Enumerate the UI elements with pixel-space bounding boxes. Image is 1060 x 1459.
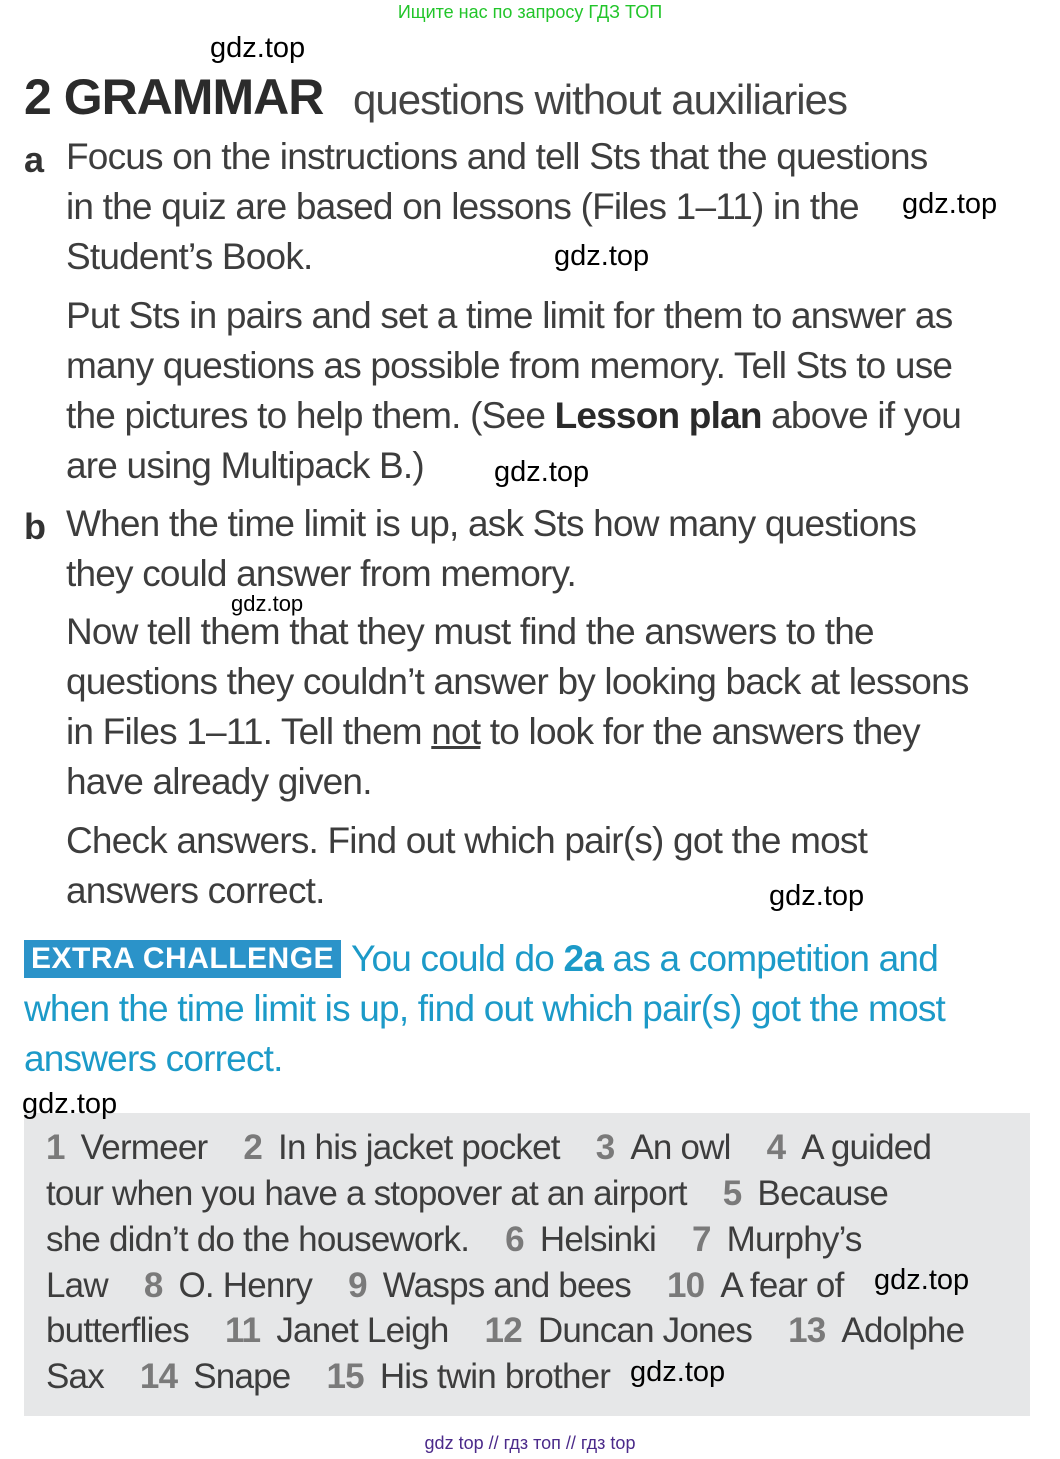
text: the pictures to help them. (See [66, 395, 555, 436]
answer-number: 10 [667, 1266, 705, 1305]
answer-text: Law [46, 1266, 108, 1305]
answer-text: A fear of [720, 1266, 844, 1305]
answer-text: Murphy’s [726, 1220, 862, 1259]
text-line: Check answers. Find out which pair(s) got the most [66, 820, 868, 861]
text-line [66, 711, 920, 753]
text: as a competition and [603, 938, 938, 979]
text: above if you [761, 395, 962, 436]
answer-number: 14 [139, 1357, 178, 1396]
answer-number: 1 [46, 1128, 65, 1167]
answer-text: she didn’t do the housework. [46, 1220, 470, 1259]
extra-challenge-text: answers correct. [24, 1038, 283, 1079]
watermark: gdz.top [769, 880, 865, 912]
top-banner: Ищите нас по запросу ГДЗ ТОП [397, 2, 663, 22]
watermark: gdz.top [630, 1356, 726, 1388]
text-line: When the time limit is up, ask Sts how many questions [66, 503, 917, 544]
answer-text: Janet Leigh [276, 1311, 449, 1350]
text-line: many questions as possible from memory. Tell Sts to use [66, 345, 953, 386]
answer-item [46, 1174, 687, 1213]
bold-text: Lesson plan [554, 395, 762, 436]
answer-item [596, 1128, 731, 1167]
answer-text: A guided [801, 1128, 932, 1167]
footer-links: gdz top // гдз топ // гдз top [424, 1433, 636, 1453]
text: to look for the answers they [480, 711, 920, 752]
answer-text: Vermeer [80, 1128, 208, 1167]
text-line: Put Sts in pairs and set a time limit for them to answer as [66, 295, 953, 336]
section-subtitle: questions without auxiliaries [353, 76, 847, 123]
answer-text: An owl [630, 1128, 731, 1167]
text-line: in the quiz are based on lessons (Files 1–11) in the [66, 186, 859, 227]
text-line: Focus on the instructions and tell Sts that the questions [66, 136, 928, 177]
answer-item [46, 1357, 104, 1396]
answer-number: 12 [484, 1311, 522, 1350]
answer-number: 7 [691, 1220, 711, 1259]
answer-item [505, 1220, 656, 1259]
answer-item [767, 1128, 932, 1167]
answer-item [348, 1266, 631, 1305]
answer-text: O. Henry [178, 1266, 313, 1305]
answer-number: 8 [143, 1266, 163, 1305]
answer-number: 11 [224, 1311, 261, 1350]
underlined-text: not [431, 711, 481, 752]
answer-item [46, 1220, 469, 1259]
answer-item [667, 1266, 844, 1305]
answer-number: 9 [348, 1266, 367, 1305]
text-line: Now tell them that they must find the answers to the [66, 611, 874, 652]
text: in Files 1–11. Tell them [66, 711, 432, 752]
answer-item [788, 1311, 964, 1350]
text-line [66, 395, 961, 437]
answer-text: Because [757, 1174, 889, 1213]
answer-line [46, 1311, 1000, 1351]
answer-text: butterflies [46, 1311, 189, 1350]
answer-item [46, 1311, 189, 1350]
text-line: are using Multipack B.) [66, 445, 424, 486]
answer-text: In his jacket pocket [278, 1128, 560, 1167]
section-a-letter: a [24, 139, 45, 180]
answer-text: Adolphe [841, 1311, 965, 1350]
text-line: Student’s Book. [66, 236, 313, 277]
answer-number: 2 [243, 1128, 263, 1167]
answer-item [485, 1311, 753, 1350]
watermark: gdz.top [494, 456, 590, 488]
answer-text: Sax [46, 1357, 104, 1396]
text-line: they could answer from memory. [66, 553, 576, 594]
answer-number: 3 [595, 1128, 615, 1167]
answer-number: 5 [722, 1174, 742, 1213]
extra-challenge-text: when the time limit is up, find out which pair(s) got the most [24, 988, 946, 1029]
answer-item [326, 1357, 610, 1396]
answer-item [692, 1220, 862, 1259]
watermark: gdz.top [231, 591, 304, 616]
answer-item [46, 1266, 108, 1305]
answer-line [46, 1266, 880, 1306]
answer-text: Helsinki [539, 1220, 656, 1259]
watermark: gdz.top [554, 240, 650, 272]
watermark: gdz.top [874, 1264, 970, 1296]
answer-item [225, 1311, 449, 1350]
answer-item [140, 1357, 291, 1396]
answer-text: His twin brother [379, 1357, 611, 1396]
text-line: questions they couldn’t answer by looking back at lessons [66, 661, 969, 702]
answer-line [46, 1220, 898, 1260]
answer-line [46, 1357, 646, 1397]
answer-text: Snape [193, 1357, 291, 1396]
answer-number: 4 [766, 1128, 786, 1167]
answer-item [723, 1174, 888, 1213]
answer-number: 15 [326, 1357, 364, 1396]
text-line: have already given. [66, 761, 372, 802]
answer-text: Wasps and bees [382, 1266, 632, 1305]
bold-text: 2a [563, 938, 604, 979]
watermark: gdz.top [22, 1088, 118, 1120]
text-line: answers correct. [66, 870, 325, 911]
answer-text: Duncan Jones [537, 1311, 753, 1350]
section-title: 2 GRAMMAR [24, 69, 324, 125]
extra-challenge-text [351, 938, 938, 980]
answer-item [144, 1266, 312, 1305]
watermark: gdz.top [210, 32, 306, 64]
section-b-letter: b [24, 506, 46, 547]
answer-line [46, 1128, 967, 1168]
watermark: gdz.top [902, 188, 998, 220]
answer-item [243, 1128, 559, 1167]
extra-challenge-label: EXTRA CHALLENGE [24, 940, 341, 978]
text: You could do [351, 938, 564, 979]
answer-text: tour when you have a stopover at an airport [46, 1174, 687, 1213]
answer-number: 6 [505, 1220, 524, 1259]
answer-item [46, 1128, 207, 1167]
answer-line [46, 1174, 924, 1214]
answer-number: 13 [788, 1311, 826, 1350]
